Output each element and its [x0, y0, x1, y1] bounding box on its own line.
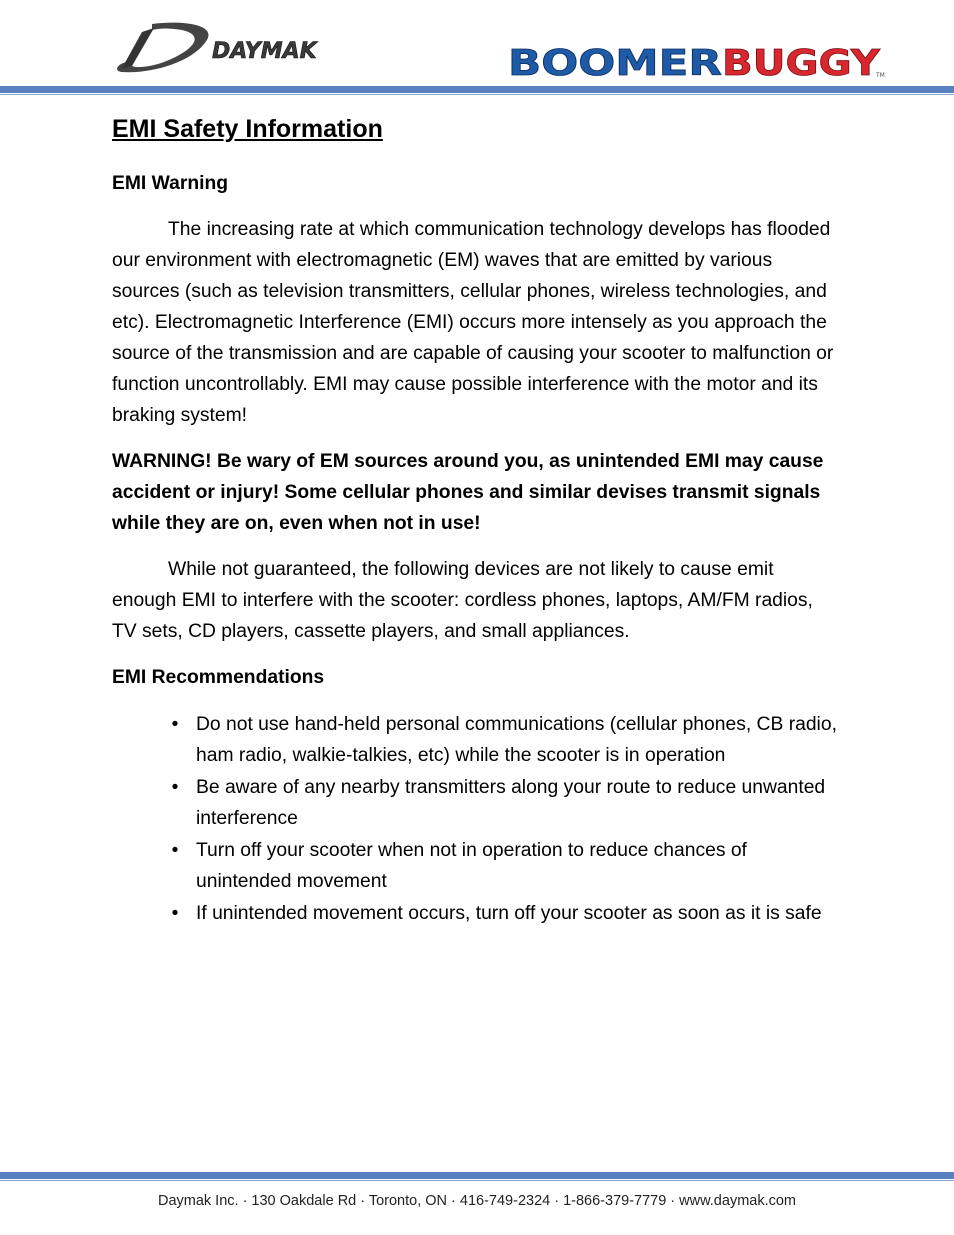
- list-item: [112, 772, 842, 834]
- emi-recommendations-heading: EMI Recommendations: [112, 667, 325, 688]
- daymak-slash-icon: [122, 28, 154, 68]
- list-item: [112, 898, 842, 929]
- list-item-text: Be aware of any nearby transmitters along your route to reduce unwanted interference: [196, 777, 826, 829]
- bullet-icon: •: [171, 903, 179, 924]
- list-item: [112, 835, 842, 897]
- daymak-logo: [112, 18, 342, 80]
- devices-paragraph: While not guaranteed, the following devices are not likely to cause emit enough EMI to interfere with the scooter: cordless phones, laptops, AM/FM radios, TV sets, CD players, cassette players, and small appliances.: [112, 559, 813, 642]
- footer-rule: [0, 1172, 954, 1182]
- list-item-text: Do not use hand-held personal communications (cellular phones, CB radio, ham radio, walkie-talkies, etc) while the scooter is in operation: [196, 714, 837, 766]
- emi-warning-heading: EMI Warning: [112, 173, 229, 194]
- bullet-icon: •: [171, 840, 179, 861]
- list-item-text: Turn off your scooter when not in operation to reduce chances of unintended movement: [196, 840, 747, 892]
- boomerbuggy-logo: [508, 42, 888, 80]
- page-title: EMI Safety Information: [112, 115, 383, 143]
- daymak-logo-text: DAYMAK: [212, 39, 317, 64]
- intro-paragraph: The increasing rate at which communication technology develops has flooded our environment with electromagnetic (EM) waves that are emitted by various sources (such as television transmitters, cellular phones, wireless technologies, and etc). Electromagnetic Interference (EMI) occurs more intensely as you approach the source of the transmission and are capable of causing your scooter to malfunction or function uncontrollably. EMI may cause possible interference with the motor and its braking system!: [112, 219, 834, 426]
- warning-paragraph: WARNING! Be wary of EM sources around you, as unintended EMI may cause accident or injury! Some cellular phones and similar devises transmit signals while they are on, even when not in use!: [112, 451, 824, 534]
- page-footer: Daymak Inc. · 130 Oakdale Rd · Toronto, ON · 416-749-2324 · 1-866-379-7779 · www.daymak.com: [157, 1193, 797, 1209]
- boomer-logo-text: BOOMER: [508, 43, 722, 80]
- bullet-icon: •: [171, 777, 179, 798]
- bullet-icon: •: [171, 714, 179, 735]
- list-item-text: If unintended movement occurs, turn off your scooter as soon as it is safe: [196, 903, 822, 924]
- list-item: [112, 709, 842, 771]
- header-rule: [0, 86, 954, 96]
- page-header: [0, 0, 954, 100]
- document-body: [112, 112, 842, 930]
- recommendations-list: [112, 709, 842, 929]
- buggy-logo-text: BUGGY: [722, 43, 882, 80]
- trademark-mark: TM: [876, 72, 885, 79]
